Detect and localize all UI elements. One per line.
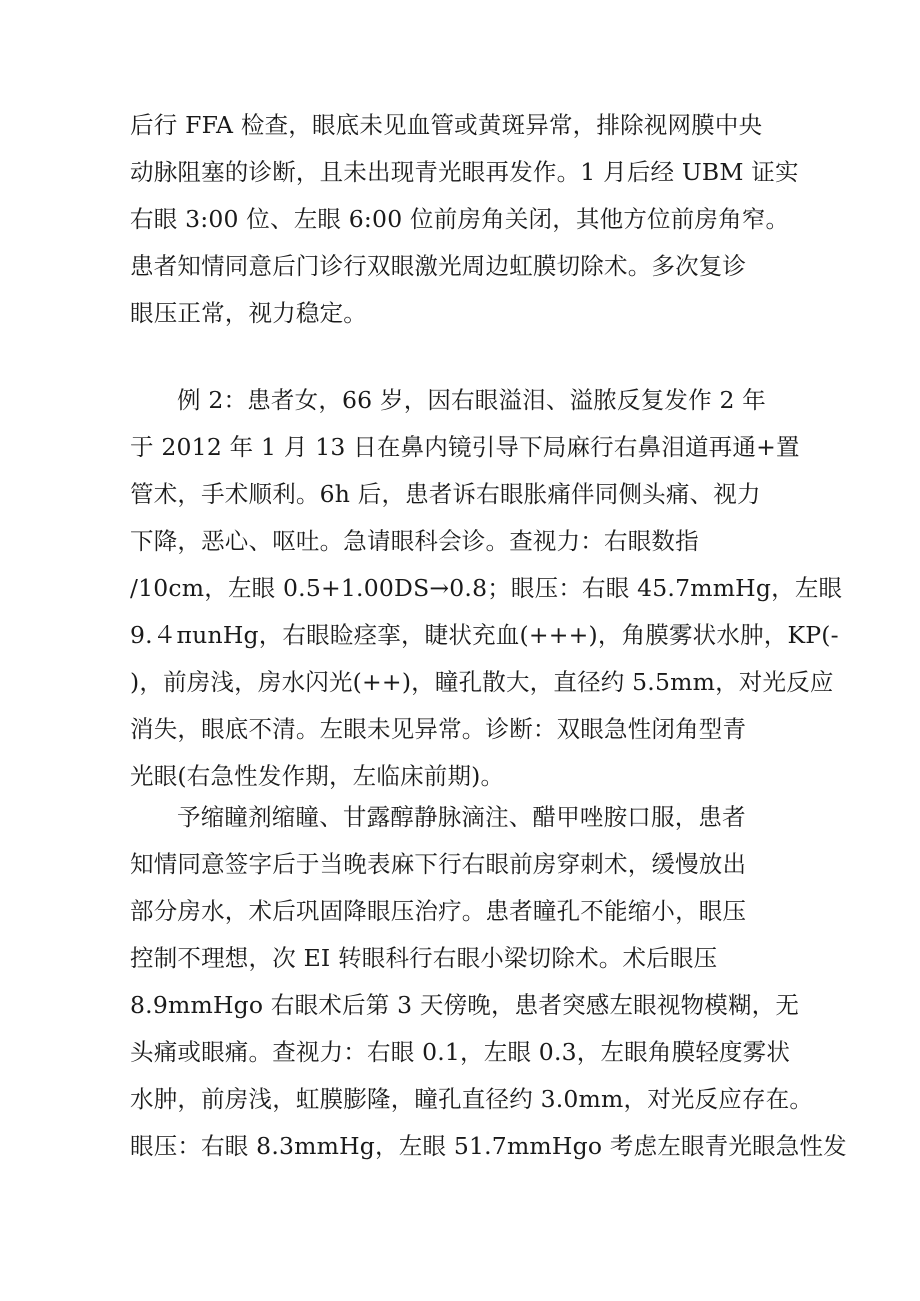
text-line: 予缩瞳剂缩瞳、甘露醇静脉滴注、醋甲唑胺口服，患者 [177,803,746,831]
text-line: 于 2012 年 1 月 13 日在鼻内镜引导下局麻行右鼻泪道再通+置 [130,433,800,461]
text-line: 头痛或眼痛。查视力：右眼 0.1，左眼 0.3，左眼角膜轻度雾状 [130,1038,791,1066]
text-line: /10cm，左眼 0.5+1.00DS→0.8；眼压：右眼 45.7mmHg，左眼 [130,574,843,602]
text-line: 管术，手术顺利。6h 后，患者诉右眼胀痛伴同侧头痛、视力 [130,480,761,508]
text-line: 动脉阻塞的诊断，且未出现青光眼再发作。1 月后经 UBM 证实 [130,158,799,186]
text-line: 知情同意签字后于当晚表麻下行右眼前房穿刺术，缓慢放出 [130,850,747,878]
text-line: 患者知情同意后门诊行双眼激光周边虹膜切除术。多次复诊 [130,252,747,280]
text-line: 光眼(右急性发作期，左临床前期)。 [130,762,505,790]
text-line: 右眼 3:00 位、左眼 6:00 位前房角关闭，其他方位前房角窄。 [130,205,790,233]
text-line: )，前房浅，房水闪光(++)，瞳孔散大，直径约 5.5mm，对光反应 [130,668,834,696]
text-line: 控制不理想，次 EI 转眼科行右眼小梁切除术。术后眼压 [130,944,718,972]
paragraph-case2 [130,377,843,800]
text-line: 例 2：患者女，66 岁，因右眼溢泪、溢脓反复发作 2 年 [177,386,766,414]
paragraph-case1-continuation [130,102,810,337]
text-line: 水肿，前房浅，虹膜膨隆，瞳孔直径约 3.0mm，对光反应存在。 [130,1085,814,1113]
text-line: 部分房水，术后巩固降眼压治疗。患者瞳孔不能缩小，眼压 [130,897,747,925]
text-line: 9.４πunHg，右眼睑痉挛，睫状充血(+++)，角膜雾状水肿，KP(- [130,621,839,649]
text-line: 后行 FFA 检查，眼底未见血管或黄斑异常，排除视网膜中央 [130,111,763,139]
text-line: 眼压正常，视力稳定。 [130,299,367,327]
paragraph-treatment [130,794,847,1170]
text-line: 消失，眼底不清。左眼未见异常。诊断：双眼急性闭角型青 [130,715,747,743]
text-line: 下降，恶心、呕吐。急请眼科会诊。查视力：右眼数指 [130,527,699,555]
text-line: 8.9mmHgo 右眼术后第 3 天傍晚，患者突感左眼视物模糊，无 [130,991,800,1019]
text-line: 眼压：右眼 8.3mmHg，左眼 51.7mmHgo 考虑左眼青光眼急性发 [130,1132,847,1160]
